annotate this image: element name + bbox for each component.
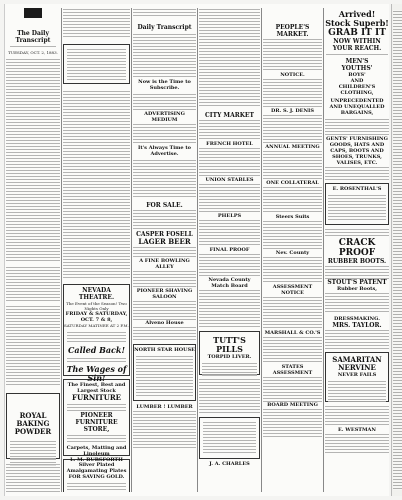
samaritan-nervine-ad: SAMARITAN NERVINE NEVER FAILS: [325, 352, 389, 402]
royal-baking-powder-ad: ROYAL BAKING POWDER: [6, 393, 60, 459]
column-1: [6, 8, 60, 492]
amalgamating-plates-ad: Silver Plated Amalgamating Plates FOR SAVING GOLD.: [63, 459, 130, 492]
column-6: Arrived! Stock Superb! GRAB IT IT NOW WITHIN YOUR REACH. MEN'S YOUTHS' BOYS' AND CHILDREN'S CLOTHING, UNPRECEDENTED AND UNEQUALLED BARGAINS, GENTS' FURNISHING GOODS, HATS AND CAPS, BOOTS AND SHOES, TRUNKS, VALISES, ETC. E. ROSENTHAL'S CRACK PROOF RUBBER BOOTS. STOUT'S PATENT Rubber Boots, DRESSMAKING. MRS. TAYLOR. SAMARITAN NERVINE NEVER FAILS E. WESTMAN: [325, 8, 389, 492]
tutts-pills-ad: TUTT'S PILLS TORPID LIVER.: [199, 331, 260, 375]
masthead-title: The Daily Transcript: [15, 30, 51, 44]
rosenthal-ad: E. ROSENTHAL'S: [325, 183, 389, 225]
column-3: Daily Transcript Now is the Time to Subscribe. ADVERTISING MEDIUM It's Always Time to Advertise. FOR SALE. CASPER FOSELL LAGER BEER A FINE BOWLING ALLEY PIONEER SHAVING SALOON Alveno House NORTH STAR HOUSE LUMBER ! LUMBER: [133, 8, 196, 492]
column-2: [63, 8, 130, 492]
nevada-theatre-ad: NEVADA THEATRE. The Event of the Season! Two Nights Only FRIDAY & SATURDAY, OCT. 7 & 8, SATURDAY MATINEE AT 2 P.M. Called Back! The Wages of Sin!: [63, 284, 130, 376]
text-block: [6, 58, 60, 263]
column-rule: [323, 8, 324, 492]
column-rule: [61, 8, 62, 492]
masthead-date: TUESDAY, OCT. 2, 1883.: [8, 50, 58, 55]
text-block: [6, 266, 60, 302]
furniture-store-ad: The Finest, Best and Largest Stock FURNITURE PIONEER FURNITURE STORE, Carpets, Matting and Linoleum L. M. BURSFORTH: [63, 379, 130, 456]
adjacent-page-edge: [391, 4, 402, 496]
text-block: [6, 305, 60, 387]
column-rule: [197, 8, 198, 492]
column-5: PEOPLE'S MARKET. NOTICE. DR. S. J. DENIS ANNUAL MEETING ONE COLLATERAL Steers Suits Nev. County ASSESSMENT NOTICE MARSHALL & CO.'S STATES ASSESSMENT BOARD MEETING: [263, 8, 322, 492]
royal-can-icon: [24, 8, 42, 18]
text-block: [6, 463, 60, 492]
column-rule: [131, 8, 132, 492]
column-4: CITY MARKET FRENCH HOTEL UNION STABLES PHELPS FINAL PROOF Nevada County Match Board TUTT'S PILLS TORPID LIVER. J. A. CHARLES: [199, 8, 260, 492]
column-rule: [261, 8, 262, 492]
